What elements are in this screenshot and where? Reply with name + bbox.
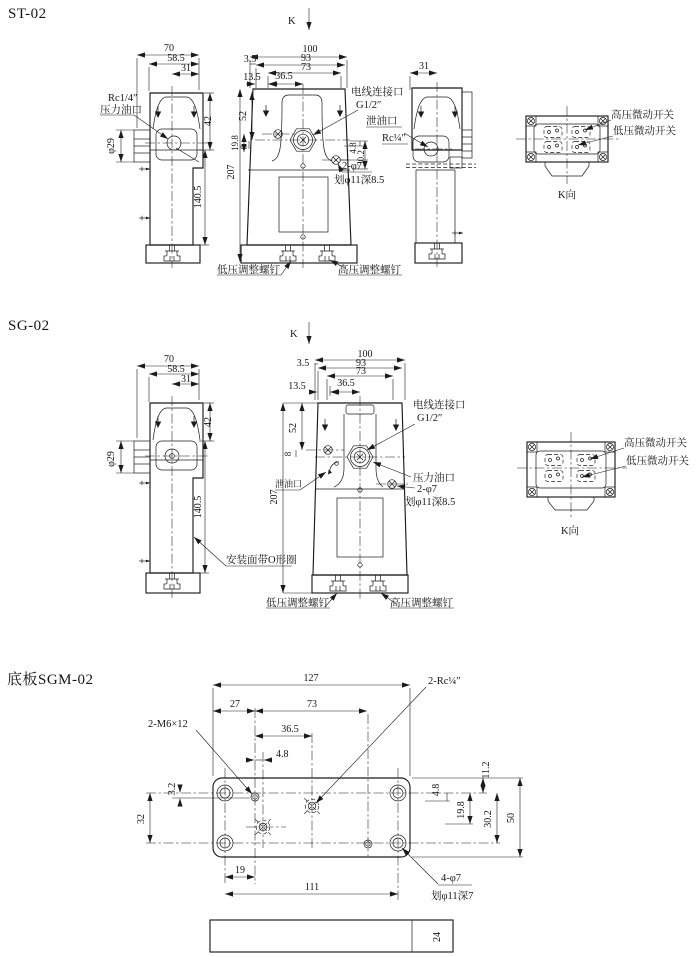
st02-k-letter: K xyxy=(288,16,296,27)
sg02-dim-58-5: 58.5 xyxy=(167,364,185,375)
plate-dim-24: 24 xyxy=(432,932,443,942)
st02-title: ST-02 xyxy=(8,6,47,22)
sg02-label-holes: 2-φ7 xyxy=(417,484,438,495)
plate-dim-19: 19 xyxy=(235,865,245,876)
sg02-label-holes-note: 划φ11深8.5 xyxy=(405,497,456,508)
sg02-dim-52: 52 xyxy=(288,423,299,433)
st02-front-view xyxy=(217,44,404,276)
plate-dim-50: 50 xyxy=(506,813,517,823)
sg02-dim-42: 42 xyxy=(203,417,214,427)
plate-title: 底板SGM-02 xyxy=(7,672,94,688)
st02-dim-70: 70 xyxy=(164,43,174,54)
st02-label-low-switch: 低压微动开关 xyxy=(613,126,676,137)
sg02-dim-70: 70 xyxy=(164,354,174,365)
sg02-side-view xyxy=(106,354,297,598)
st02-label-g12: G1/2″ xyxy=(356,100,382,111)
plate-top-view xyxy=(136,673,523,902)
st02-k-view-label: K向 xyxy=(557,190,577,201)
st02-section xyxy=(8,6,676,276)
st02-dim-58-5: 58.5 xyxy=(167,53,185,64)
plate-label-holes-note: 划φ11深7 xyxy=(431,891,474,902)
st02-dim-52: 52 xyxy=(238,111,249,121)
sg02-label-high-switch: 高压微动开关 xyxy=(624,438,687,449)
sg02-k-view-label: K向 xyxy=(560,526,580,537)
plate-dim-27: 27 xyxy=(230,699,240,710)
st02-dim-3-5: 3.5 xyxy=(243,54,257,65)
sg02-dim-36-5: 36.5 xyxy=(337,378,355,389)
plate-dim-19-8: 19.8 xyxy=(456,801,467,819)
sg02-dim-13-5: 13.5 xyxy=(288,381,306,392)
sg02-label-high-screw: 高压调整螺钉 xyxy=(390,598,453,609)
plate-dim-32: 32 xyxy=(136,814,147,824)
sg02-dim-8: 8 xyxy=(283,451,293,457)
st02-k-view xyxy=(516,106,676,201)
st02-label-pressure-port: 压力油口 xyxy=(100,105,142,116)
sg02-dim-140-5: 140.5 xyxy=(193,495,204,519)
sg02-dim-73: 73 xyxy=(356,366,366,377)
st02-label-holes-note: 划φ11深8.5 xyxy=(334,175,385,186)
sg02-k-view xyxy=(517,432,689,537)
plate-dim-4-8-right: 4.8 xyxy=(431,783,442,797)
sg02-dim-207: 207 xyxy=(269,489,280,505)
sg02-section xyxy=(8,318,689,609)
plate-label-holes: 4-φ7 xyxy=(441,873,462,884)
st02-k-arrow xyxy=(288,8,309,30)
sg02-title: SG-02 xyxy=(8,318,50,334)
sg02-dim-31: 31 xyxy=(181,374,191,385)
st02-dim-8: 8 xyxy=(239,144,249,150)
plate-dim-11-2: 11.2 xyxy=(481,761,492,779)
st02-label-holes: 2-φ7 xyxy=(342,161,363,172)
sg02-label-pressure-port: 压力油口 xyxy=(413,473,455,484)
plate-dim-111: 111 xyxy=(304,882,320,893)
plate-dim-36-5: 36.5 xyxy=(281,724,299,735)
sg02-label-wire-port: 电线连接口 xyxy=(413,400,466,411)
st02-label-wire-port: 电线连接口 xyxy=(351,87,404,98)
sg02-front-view xyxy=(266,349,466,609)
sg02-dim-100: 100 xyxy=(357,349,373,360)
plate-dim-30-2: 30.2 xyxy=(483,810,494,828)
sg02-k-arrow xyxy=(290,322,309,344)
st02-side-view xyxy=(100,43,214,268)
plate-dim-4-8-top: 4.8 xyxy=(276,749,289,760)
st02-dim-42: 42 xyxy=(203,116,214,126)
sg02-label-g12: G1/2″ xyxy=(417,413,443,424)
st02-dim-13-5: 13.5 xyxy=(243,72,261,83)
st02-dim-93: 93 xyxy=(301,53,311,64)
st02-dim-31: 31 xyxy=(181,63,191,74)
plate-label-m6: 2-M6×12 xyxy=(148,719,188,730)
st02-dim-30-2: 30.2 xyxy=(356,150,366,166)
st02-label-drain-port: 泄油口 xyxy=(366,116,398,127)
st02-dim-100: 100 xyxy=(302,44,318,55)
st02-label-low-screw: 低压调整螺钉 xyxy=(217,265,280,276)
plate-dim-127: 127 xyxy=(303,673,319,684)
sg02-dim-phi29: φ29 xyxy=(106,451,117,467)
sg02-label-oring: 安装面带O形圈 xyxy=(226,555,297,566)
sg02-label-low-switch: 低压微动开关 xyxy=(626,456,689,467)
plate-label-rc: 2-Rc¼″ xyxy=(428,676,461,687)
plate-dim-73: 73 xyxy=(307,699,317,710)
st02-dim-207: 207 xyxy=(226,164,237,180)
st02-dim-31-right: 31 xyxy=(419,61,429,72)
st02-dim-phi29: φ29 xyxy=(106,138,117,154)
sg02-dim-3-5: 3.5 xyxy=(296,358,310,369)
st02-dim-36-5: 36.5 xyxy=(275,71,293,82)
sg02-label-drain-port: 泄油口 xyxy=(275,479,303,489)
st02-label-rc14: Rc1/4″ xyxy=(108,93,138,104)
st02-label-high-switch: 高压微动开关 xyxy=(611,110,674,121)
plate-dim-3-2: 3.2 xyxy=(167,782,178,796)
plate-section xyxy=(7,670,523,952)
st02-label-high-screw: 高压调整螺钉 xyxy=(338,265,401,276)
st02-dim-140-5: 140.5 xyxy=(193,185,204,209)
st02-dim-4-8: 4.8 xyxy=(348,142,358,154)
plate-side-view xyxy=(210,920,453,952)
st02-dim-73: 73 xyxy=(301,62,311,73)
st02-label-drain-rc: Rc¼″ xyxy=(382,133,406,144)
sg02-k-letter: K xyxy=(290,329,298,340)
st02-dim-19-8: 19.8 xyxy=(230,135,240,151)
sg02-dim-93: 93 xyxy=(356,358,366,369)
sg02-label-low-screw: 低压调整螺钉 xyxy=(266,598,329,609)
